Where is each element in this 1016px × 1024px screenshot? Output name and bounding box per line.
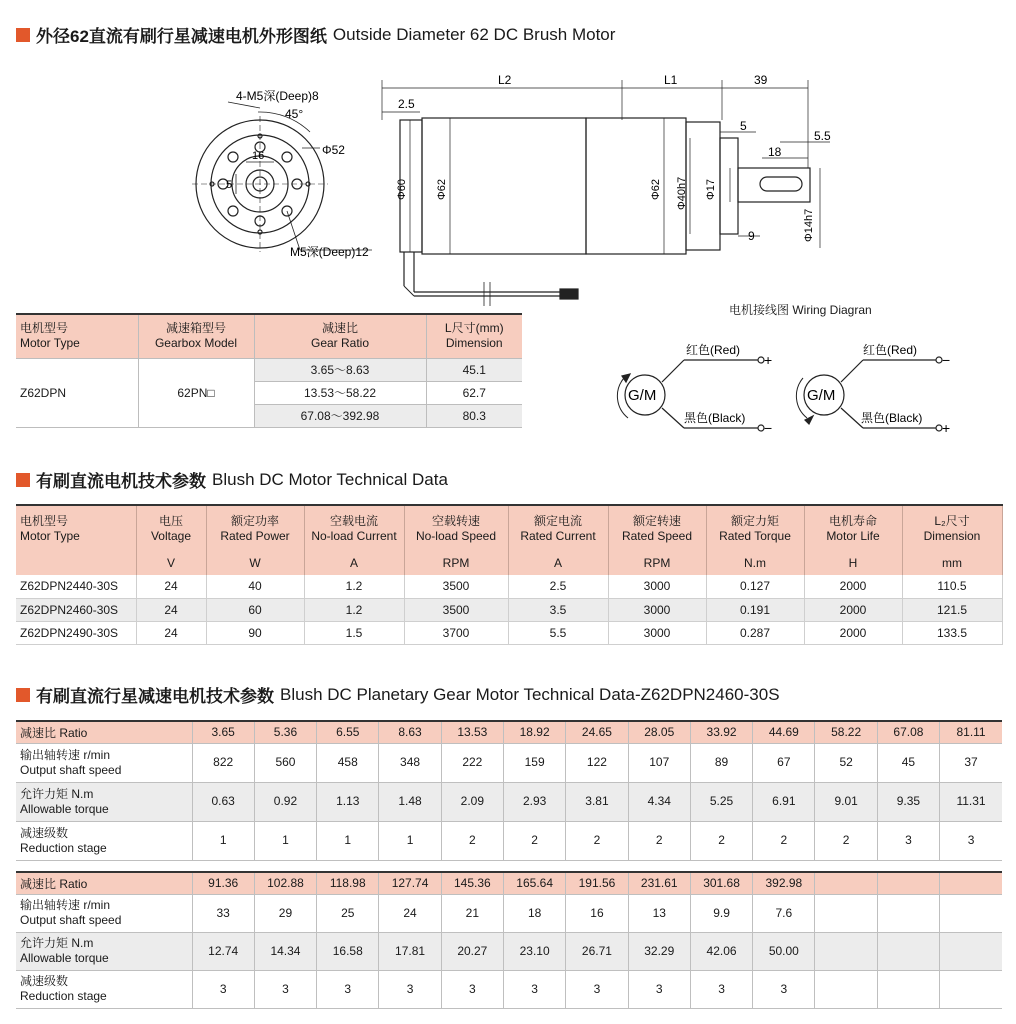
- holes-label: 4-M5深(Deep)8: [236, 89, 319, 103]
- gear-data-table-2: [16, 871, 1002, 1009]
- wiring-title: 电机接线图 Wiring Diagran: [729, 303, 872, 317]
- hdr-gearbox-model: 减速箱型号 Gearbox Model: [138, 314, 254, 358]
- ratio-cell: 67.08～392.98: [254, 404, 426, 427]
- wiring-diagram: [598, 330, 968, 440]
- ratio-row: 减速比 Ratio 91.36 102.88 118.98 127.74 145.36 165.64 191.56 231.61 301.68 392.98: [16, 872, 1002, 894]
- ratio-cell: 13.53～58.22: [254, 381, 426, 404]
- table-row: [16, 358, 522, 381]
- torque-row: 允许力矩 N.m Allowable torque 12.74 14.34 16.58 17.81 20.27 23.10 26.71 32.29 42.06 50.00: [16, 932, 1002, 970]
- table-row: Z62DPN2460-30S 24 60 1.2 3500 3.5 3000 0.191 2000 121.5: [16, 598, 1002, 621]
- m5-label: M5深(Deep)12: [290, 245, 369, 259]
- dim-phi17: Φ17: [705, 178, 717, 200]
- dim-9: 9: [748, 229, 755, 243]
- dim-cell: 80.3: [426, 404, 522, 427]
- black-label-left: 黑色(Black): [684, 411, 746, 425]
- dim-phi40: Φ40h7: [676, 176, 688, 210]
- gearbox-model-cell: 62PN□: [138, 358, 254, 427]
- motor-type-cell: Z62DPN: [16, 358, 138, 427]
- dim-5-5: 5.5: [814, 129, 831, 143]
- dim-2-5: 2.5: [398, 97, 415, 111]
- gearbox-table-header: [16, 314, 522, 358]
- dim-phi14: Φ14h7: [803, 208, 815, 242]
- section-title-en: Outside Diameter 62 DC Brush Motor: [332, 24, 616, 44]
- dim-18: 18: [768, 145, 782, 159]
- dim-phi60: Φ60: [396, 178, 408, 200]
- dim-phi62b: Φ62: [650, 178, 662, 200]
- dim16-label: 16: [252, 150, 265, 162]
- hdr-gear-ratio: 减速比 Gear Ratio: [254, 314, 426, 358]
- dim-cell: 62.7: [426, 381, 522, 404]
- section-title-outline-drawing: [16, 22, 615, 47]
- hdr-motor-type: 电机型号 Motor Type: [16, 314, 138, 358]
- section-marker-icon: [16, 28, 30, 42]
- red-label-left: 红色(Red): [686, 343, 741, 357]
- angle-label: 45°: [285, 107, 304, 121]
- section-title-gear-motor-data: [16, 682, 780, 707]
- black-label-right: 黑色(Black): [861, 411, 923, 425]
- motor-data-table: [16, 504, 1003, 645]
- gear-data-table-1: [16, 720, 1002, 861]
- motor-outline-drawing: [0, 60, 1016, 310]
- minus-right: −: [942, 352, 951, 368]
- table-row: Z62DPN2490-30S 24 90 1.5 3700 5.5 3000 0.287 2000 133.5: [16, 621, 1002, 644]
- motor-table-units: V W A RPM A RPM N.m H mm: [16, 551, 1002, 575]
- motor-symbol-left: G/M: [628, 387, 657, 404]
- minus-left: −: [764, 420, 773, 436]
- section-title-cn: 外径62直流有刷行星减速电机外形图纸: [36, 27, 327, 46]
- ratio-cell: 3.65～8.63: [254, 358, 426, 381]
- speed-row: 输出轴转速 r/min Output shaft speed 33 29 25 24 21 18 16 13 9.9 7.6: [16, 894, 1002, 932]
- stage-row: 减速级数 Reduction stage 1 1 1 1 2 2 2 2 2 2 2 3 3: [16, 821, 1002, 860]
- gearbox-table: [16, 313, 522, 428]
- motor-table-header: 电机型号 Motor Type 电压 Voltage 额定功率 Rated Power 空载电流 No-load Current 空载转速 No-load Speed 额定电流 Rated Current 额定转速 Rated Speed 额定力矩 Rated Torque 电机寿命 Motor Life L₂尺寸 Dimension: [16, 505, 1002, 551]
- dia52-label: Φ52: [322, 143, 345, 157]
- motor-symbol-right: G/M: [807, 387, 836, 404]
- dim5-label: 5: [226, 179, 233, 191]
- section-title-en: Blush DC Motor Technical Data: [212, 469, 448, 489]
- section-marker-icon: [16, 688, 30, 702]
- section-marker-icon: [16, 473, 30, 487]
- hdr-dimension: L尺寸(mm) Dimension: [426, 314, 522, 358]
- section-title-en: Blush DC Planetary Gear Motor Technical Data-Z62DPN2460-30S: [280, 684, 780, 704]
- dim-phi62a: Φ62: [436, 178, 448, 200]
- front-view: [192, 102, 372, 252]
- dim-cell: 45.1: [426, 358, 522, 381]
- plus-left: +: [764, 352, 773, 368]
- side-view: [382, 80, 830, 306]
- stage-row: 减速级数 Reduction stage 3 3 3 3 3 3 3 3 3 3: [16, 970, 1002, 1008]
- dim-5: 5: [740, 119, 747, 133]
- table-row: Z62DPN2440-30S 24 40 1.2 3500 2.5 3000 0.127 2000 110.5: [16, 575, 1002, 598]
- dim-L2: L2: [498, 73, 512, 87]
- section-title-cn: 有刷直流行星减速电机技术参数: [36, 687, 274, 706]
- torque-row: 允许力矩 N.m Allowable torque 0.63 0.92 1.13 1.48 2.09 2.93 3.81 4.34 5.25 6.91 9.01 9.35 11.31: [16, 782, 1002, 821]
- dim-39: 39: [754, 73, 768, 87]
- section-title-motor-data: [16, 467, 448, 492]
- plus-right: +: [942, 420, 951, 436]
- section-title-cn: 有刷直流电机技术参数: [36, 472, 206, 491]
- dim-L1: L1: [664, 73, 678, 87]
- speed-row: 输出轴转速 r/min Output shaft speed 822 560 458 348 222 159 122 107 89 67 52 45 37: [16, 743, 1002, 782]
- red-label-right: 红色(Red): [863, 343, 918, 357]
- ratio-row: 减速比 Ratio 3.65 5.36 6.55 8.63 13.53 18.92 24.65 28.05 33.92 44.69 58.22 67.08 81.11: [16, 721, 1002, 743]
